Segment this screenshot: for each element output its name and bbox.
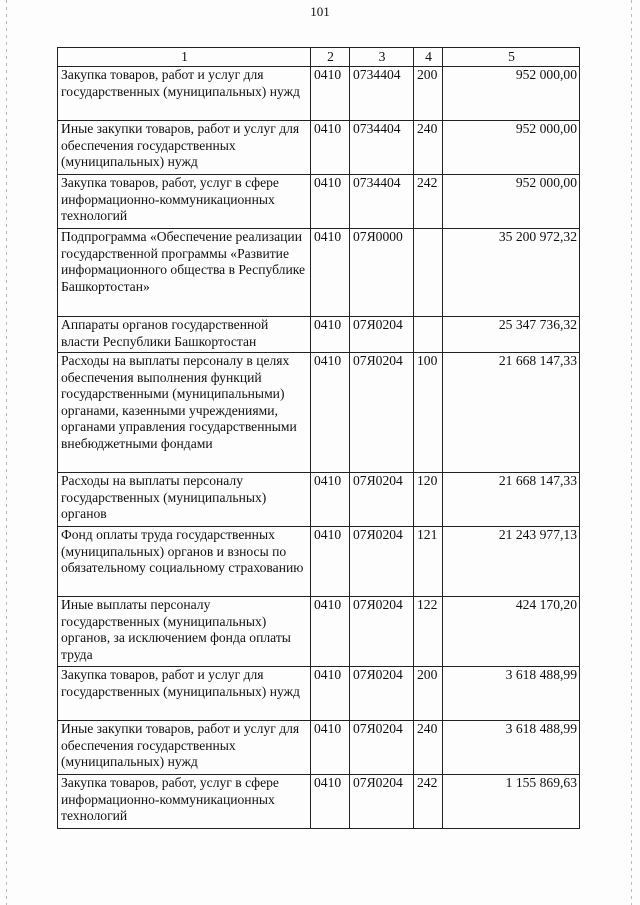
header-col-4: 4 xyxy=(414,48,443,67)
row-name: Закупка товаров, работ и услуг для государственных (муниципальных) нужд xyxy=(58,67,311,121)
row-expense-type: 100 xyxy=(414,353,443,473)
row-target-code: 0734404 xyxy=(350,121,414,175)
row-expense-type: 242 xyxy=(414,175,443,229)
row-target-code: 07Я0204 xyxy=(350,721,414,775)
row-section-code: 0410 xyxy=(311,473,350,527)
row-expense-type xyxy=(414,317,443,353)
row-section-code: 0410 xyxy=(311,229,350,317)
row-amount: 35 200 972,32 xyxy=(443,229,580,317)
row-target-code: 0734404 xyxy=(350,67,414,121)
table-row xyxy=(58,473,580,527)
header-col-5: 5 xyxy=(443,48,580,67)
row-name: Закупка товаров, работ, услуг в сфере информационно-коммуникационных технологий xyxy=(58,775,311,829)
row-expense-type: 240 xyxy=(414,721,443,775)
table-row xyxy=(58,317,580,353)
row-amount: 424 170,20 xyxy=(443,597,580,667)
table-row xyxy=(58,175,580,229)
table-row xyxy=(58,667,580,721)
table-row xyxy=(58,353,580,473)
row-section-code: 0410 xyxy=(311,597,350,667)
row-expense-type: 200 xyxy=(414,667,443,721)
row-name: Фонд оплаты труда государственных (муниципальных) органов и взносы по обязательному социальному страхованию xyxy=(58,527,311,597)
table-row xyxy=(58,597,580,667)
table-row xyxy=(58,775,580,829)
row-expense-type: 122 xyxy=(414,597,443,667)
table-body xyxy=(58,67,580,829)
header-col-1: 1 xyxy=(58,48,311,67)
row-name: Расходы на выплаты персоналу государственных (муниципальных) органов xyxy=(58,473,311,527)
row-target-code: 07Я0000 xyxy=(350,229,414,317)
row-section-code: 0410 xyxy=(311,353,350,473)
table-row xyxy=(58,229,580,317)
row-section-code: 0410 xyxy=(311,527,350,597)
row-target-code: 07Я0204 xyxy=(350,353,414,473)
row-amount: 952 000,00 xyxy=(443,67,580,121)
row-name: Иные выплаты персоналу государственных (муниципальных) органов, за исключением фонда оплаты труда xyxy=(58,597,311,667)
row-section-code: 0410 xyxy=(311,775,350,829)
row-amount: 21 668 147,33 xyxy=(443,473,580,527)
row-target-code: 07Я0204 xyxy=(350,775,414,829)
row-amount: 1 155 869,63 xyxy=(443,775,580,829)
row-name: Иные закупки товаров, работ и услуг для обеспечения государственных (муниципальных) нужд xyxy=(58,121,311,175)
row-section-code: 0410 xyxy=(311,175,350,229)
row-expense-type: 240 xyxy=(414,121,443,175)
row-target-code: 07Я0204 xyxy=(350,317,414,353)
row-amount: 952 000,00 xyxy=(443,175,580,229)
table-row xyxy=(58,527,580,597)
row-expense-type: 121 xyxy=(414,527,443,597)
left-scan-edge xyxy=(6,0,7,905)
row-expense-type: 120 xyxy=(414,473,443,527)
row-target-code: 07Я0204 xyxy=(350,667,414,721)
row-amount: 3 618 488,99 xyxy=(443,721,580,775)
row-target-code: 07Я0204 xyxy=(350,527,414,597)
row-target-code: 07Я0204 xyxy=(350,597,414,667)
row-name: Аппараты органов государственной власти Республики Башкортостан xyxy=(58,317,311,353)
row-target-code: 07Я0204 xyxy=(350,473,414,527)
row-target-code: 0734404 xyxy=(350,175,414,229)
row-name: Закупка товаров, работ и услуг для государственных (муниципальных) нужд xyxy=(58,667,311,721)
table-row xyxy=(58,721,580,775)
table-row xyxy=(58,67,580,121)
row-expense-type xyxy=(414,229,443,317)
budget-table xyxy=(57,47,580,829)
row-section-code: 0410 xyxy=(311,317,350,353)
header-col-3: 3 xyxy=(350,48,414,67)
row-expense-type: 242 xyxy=(414,775,443,829)
row-section-code: 0410 xyxy=(311,667,350,721)
row-section-code: 0410 xyxy=(311,67,350,121)
page-number: 101 xyxy=(310,4,330,19)
row-section-code: 0410 xyxy=(311,121,350,175)
row-name: Иные закупки товаров, работ и услуг для обеспечения государственных (муниципальных) нужд xyxy=(58,721,311,775)
row-expense-type: 200 xyxy=(414,67,443,121)
header-row xyxy=(58,48,580,67)
row-amount: 21 243 977,13 xyxy=(443,527,580,597)
row-name: Закупка товаров, работ, услуг в сфере информационно-коммуникационных технологий xyxy=(58,175,311,229)
row-section-code: 0410 xyxy=(311,721,350,775)
row-amount: 3 618 488,99 xyxy=(443,667,580,721)
row-amount: 952 000,00 xyxy=(443,121,580,175)
table-row xyxy=(58,121,580,175)
header-col-2: 2 xyxy=(311,48,350,67)
row-amount: 25 347 736,32 xyxy=(443,317,580,353)
right-scan-edge xyxy=(631,0,632,905)
row-amount: 21 668 147,33 xyxy=(443,353,580,473)
row-name: Расходы на выплаты персоналу в целях обеспечения выполнения функций государственными (муниципальными) органами, казенными учреждениями, органами управления государственными внебюджетными фондами xyxy=(58,353,311,473)
row-name: Подпрограмма «Обеспечение реализации государственной программы «Развитие информационного общества в Республике Башкортостан» xyxy=(58,229,311,317)
